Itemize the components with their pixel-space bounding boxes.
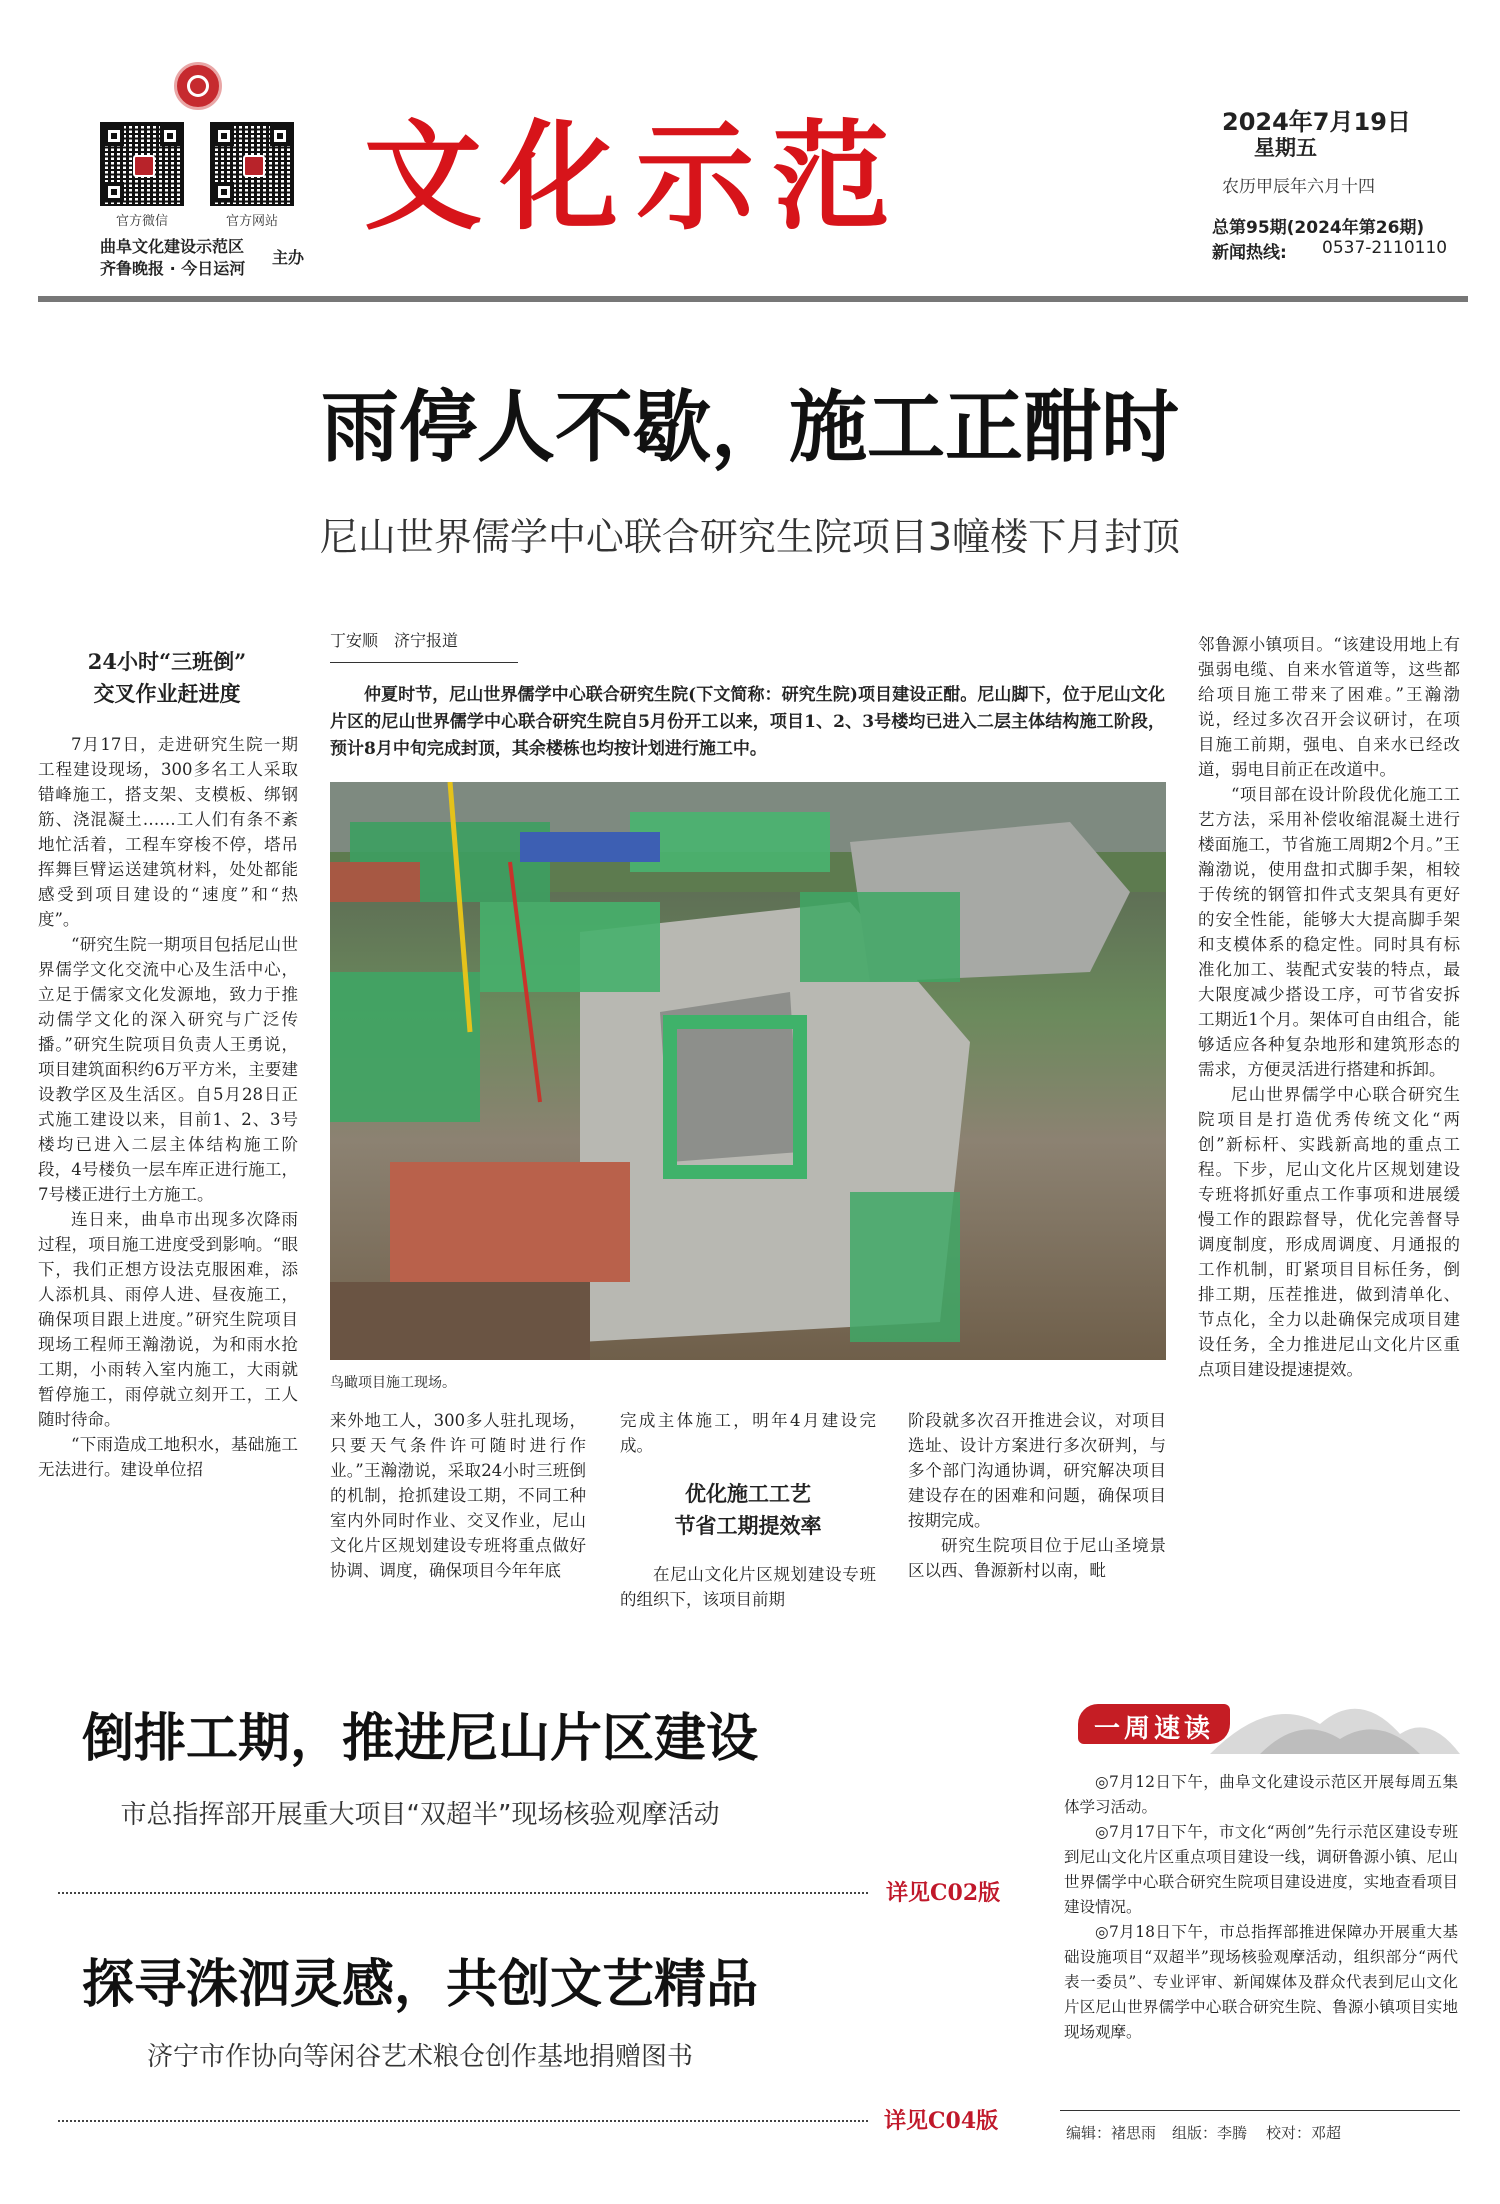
col1-heading-line1: 24小时“三班倒” bbox=[87, 649, 247, 674]
col1-paragraph: “下雨造成工地积水，基础施工无法进行。建设单位招 bbox=[38, 1435, 298, 1479]
weekly-item: ◎7月17日下午，市文化“两创”先行示范区建设专班到尼山文化片区重点项目建设一线，调研鲁源小镇、尼山世界儒学中心联合研究生院项目建设进度，实地查看项目建设情况。 bbox=[1064, 1823, 1458, 1916]
website-qr-caption: 官方网站 bbox=[225, 214, 278, 229]
col1-paragraph: 7月17日，走进研究生院一期工程建设现场，300多名工人采取错峰施工，搭支架、支模板、绑钢筋、浇混凝土……工人们有条不紊地忙活着，工程车穿梭不停，塔吊挥舞巨臂运送建筑材料，处处都能感受到项目建设的“速度”和“热度”。 bbox=[38, 735, 298, 929]
hotline-label: 新闻热线: bbox=[1212, 243, 1287, 263]
website-qr-code bbox=[210, 122, 294, 206]
lead-byline: 丁安顺 济宁报道 bbox=[330, 631, 459, 650]
col4-paragraph: 研究生院项目位于尼山圣境景区以西、鲁源新村以南，毗 bbox=[908, 1536, 1166, 1580]
col3-heading bbox=[620, 1478, 876, 1542]
footer-layout: 组版：李腾 bbox=[1172, 2124, 1248, 2142]
weekly-item: ◎7月18日下午，市总指挥部推进保障办开展重大基础设施项目“双超半”现场核验观摩活动，组织部分“两代表一委员”、专业评审、新闻媒体及群众代表到尼山文化片区尼山世界儒学中心联合研究生院、鲁源小镇项目实地现场观摩。 bbox=[1064, 1923, 1458, 2041]
teaser1-headline: 倒排工期，推进尼山片区建设 bbox=[81, 1708, 758, 1769]
teaser2-rule bbox=[58, 2120, 868, 2122]
col1-heading-line2: 交叉作业赶进度 bbox=[93, 681, 241, 706]
lead-headline: 雨停人不歇，施工正酣时 bbox=[320, 382, 1179, 473]
teaser2-ref: 详见C04版 bbox=[884, 2108, 999, 2134]
lead-column-3b bbox=[620, 1562, 876, 1612]
weekly-item: ◎7月12日下午，曲阜文化建设示范区开展每周五集体学习活动。 bbox=[1064, 1773, 1458, 1816]
wechat-qr-code bbox=[100, 122, 184, 206]
hotline-number: 0537-2110110 bbox=[1322, 238, 1448, 258]
sponsor-line-1: 曲阜文化建设示范区 bbox=[100, 237, 245, 256]
lead-intro bbox=[330, 682, 1165, 763]
col5-paragraph: 尼山世界儒学中心联合研究生院项目是打造优秀传统文化“两创”新标杆、实践新高地的重点工程。下步，尼山文化片区规划建设专班将抓好重点工作事项和进展缓慢工作的跟踪督导，优化完善督导调度制度，形成周调度、月通报的工作机制，盯紧项目目标任务，倒排工期，压茬推进，做到清单化、节点化，全力以赴确保完成项目建设任务，全力推进尼山文化片区重点项目建设提速提效。 bbox=[1198, 1085, 1460, 1379]
teaser1-ref: 详见C02版 bbox=[886, 1880, 1001, 1906]
col4-paragraph: 阶段就多次召开推进会议，对项目选址、设计方案进行多次研判，与多个部门沟通协调，研究解决项目建设存在的困难和问题，确保项目按期完成。 bbox=[908, 1411, 1166, 1530]
footer-editor: 编辑：褚思雨 bbox=[1066, 2124, 1157, 2142]
emblem-icon bbox=[174, 62, 222, 110]
byline-rule bbox=[330, 662, 518, 663]
col3-paragraph: 完成主体施工，明年4月建设完成。 bbox=[620, 1411, 876, 1455]
col3-heading-line2: 节省工期提效率 bbox=[674, 1513, 822, 1538]
teaser1-rule bbox=[58, 1892, 868, 1894]
col5-paragraph: “项目部在设计阶段优化施工工艺方法，采用补偿收缩混凝土进行楼面施工，节省施工周期2个月。”王瀚渤说，使用盘扣式脚手架，相较于传统的钢管扣件式支架具有更好的安全性能，能够大大提高脚手架和支模体系的稳定性。同时具有标准化加工、装配式安装的特点，最大限度减少搭设工序，可节省安拆工期近1个月。架体可自由组合，能够适应各种复杂地形和建筑形态的需求，方便灵活进行搭建和拆卸。 bbox=[1198, 785, 1460, 1079]
footer-rule bbox=[1060, 2110, 1460, 2111]
col3-paragraph: 在尼山文化片区规划建设专班的组织下，该项目前期 bbox=[620, 1565, 876, 1609]
sponsor-role: 主办 bbox=[272, 248, 305, 267]
col2-paragraph: 来外地工人，300多人驻扎现场，只要天气条件许可随时进行作业。”王瀚渤说，采取24小时三班倒的机制，抢抓建设工期，不同工种室内外同时作业、交叉作业，尼山文化片区规划建设专班将重点做好协调、调度，确保项目今年年底 bbox=[330, 1411, 586, 1580]
issue-weekday: 星期五 bbox=[1254, 136, 1317, 160]
issue-date: 2024年7月19日 bbox=[1222, 108, 1411, 136]
col5-paragraph: 邻鲁源小镇项目。“该建设用地上有强弱电缆、自来水管道等，这些都给项目施工带来了困难。”王瀚渤说，经过多次召开会议研讨，在项目施工前期，强电、自来水已经改道，弱电目前正在改道中。 bbox=[1198, 635, 1460, 779]
sponsor-line-2: 齐鲁晚报 · 今日运河 bbox=[100, 259, 246, 278]
col1-paragraph: “研究生院一期项目包括尼山世界儒学文化交流中心及生活中心，立足于儒家文化发源地，致力于推动儒学文化的深入研究与广泛传播。”研究生院项目负责人王勇说，项目建筑面积约6万平方米，主要建设教学区及生活区。自5月28日正式施工建设以来，目前1、2、3号楼均已进入二层主体结构施工阶段，4号楼负一层车库正进行施工，7号楼正进行土方施工。 bbox=[38, 935, 298, 1204]
lead-column-4 bbox=[908, 1408, 1166, 1583]
masthead bbox=[0, 0, 1500, 300]
construction-site-photo bbox=[330, 782, 1166, 1360]
issue-number: 总第95期(2024年第26期) bbox=[1212, 218, 1425, 238]
weekly-header bbox=[1060, 1684, 1480, 1764]
lead-column-1 bbox=[38, 732, 298, 1482]
col1-heading bbox=[38, 646, 296, 710]
wechat-qr-caption: 官方微信 bbox=[115, 214, 168, 229]
teaser1-subheadline: 市总指挥部开展重大项目“双超半”现场核验观摩活动 bbox=[120, 1800, 720, 1830]
lead-column-2 bbox=[330, 1408, 586, 1583]
footer-proof: 校对：邓超 bbox=[1266, 2124, 1342, 2142]
lunar-date: 农历甲辰年六月十四 bbox=[1222, 177, 1375, 197]
masthead-title: 文化示范 bbox=[364, 108, 909, 246]
lead-column-5 bbox=[1198, 632, 1460, 1382]
weekly-title: 一周速读 bbox=[1093, 1714, 1214, 1744]
teaser2-headline: 探寻洙泗灵感，共创文艺精品 bbox=[81, 1954, 758, 2015]
lead-intro-text: 仲夏时节，尼山世界儒学中心联合研究生院(下文简称：研究生院)项目建设正酣。尼山脚下，位于尼山文化片区的尼山世界儒学中心联合研究生院自5月份开工以来，项目1、2、3号楼均已进入二层主体结构施工阶段，预计8月中旬完成封顶，其余楼栋也均按计划进行施工中。 bbox=[330, 685, 1165, 759]
teaser2-subheadline: 济宁市作协向等闲谷艺术粮仓创作基地捐赠图书 bbox=[146, 2042, 693, 2072]
lead-column-3 bbox=[620, 1408, 876, 1458]
col3-heading-line1: 优化施工工艺 bbox=[685, 1481, 811, 1506]
col1-paragraph: 连日来，曲阜市出现多次降雨过程，项目施工进度受到影响。“眼下，我们正想方设法克服困难，添人添机具、雨停人进、昼夜施工，确保项目跟上进度。”研究生院项目现场工程师王瀚渤说，为和雨水抢工期，小雨转入室内施工，大雨就暂停施工，雨停就立刻开工，工人随时待命。 bbox=[38, 1210, 298, 1429]
weekly-list bbox=[1064, 1770, 1458, 2045]
masthead-rule bbox=[38, 296, 1468, 302]
lead-subheadline: 尼山世界儒学中心联合研究生院项目3幢楼下月封顶 bbox=[319, 515, 1181, 559]
photo-caption: 鸟瞰项目施工现场。 bbox=[330, 1375, 456, 1391]
